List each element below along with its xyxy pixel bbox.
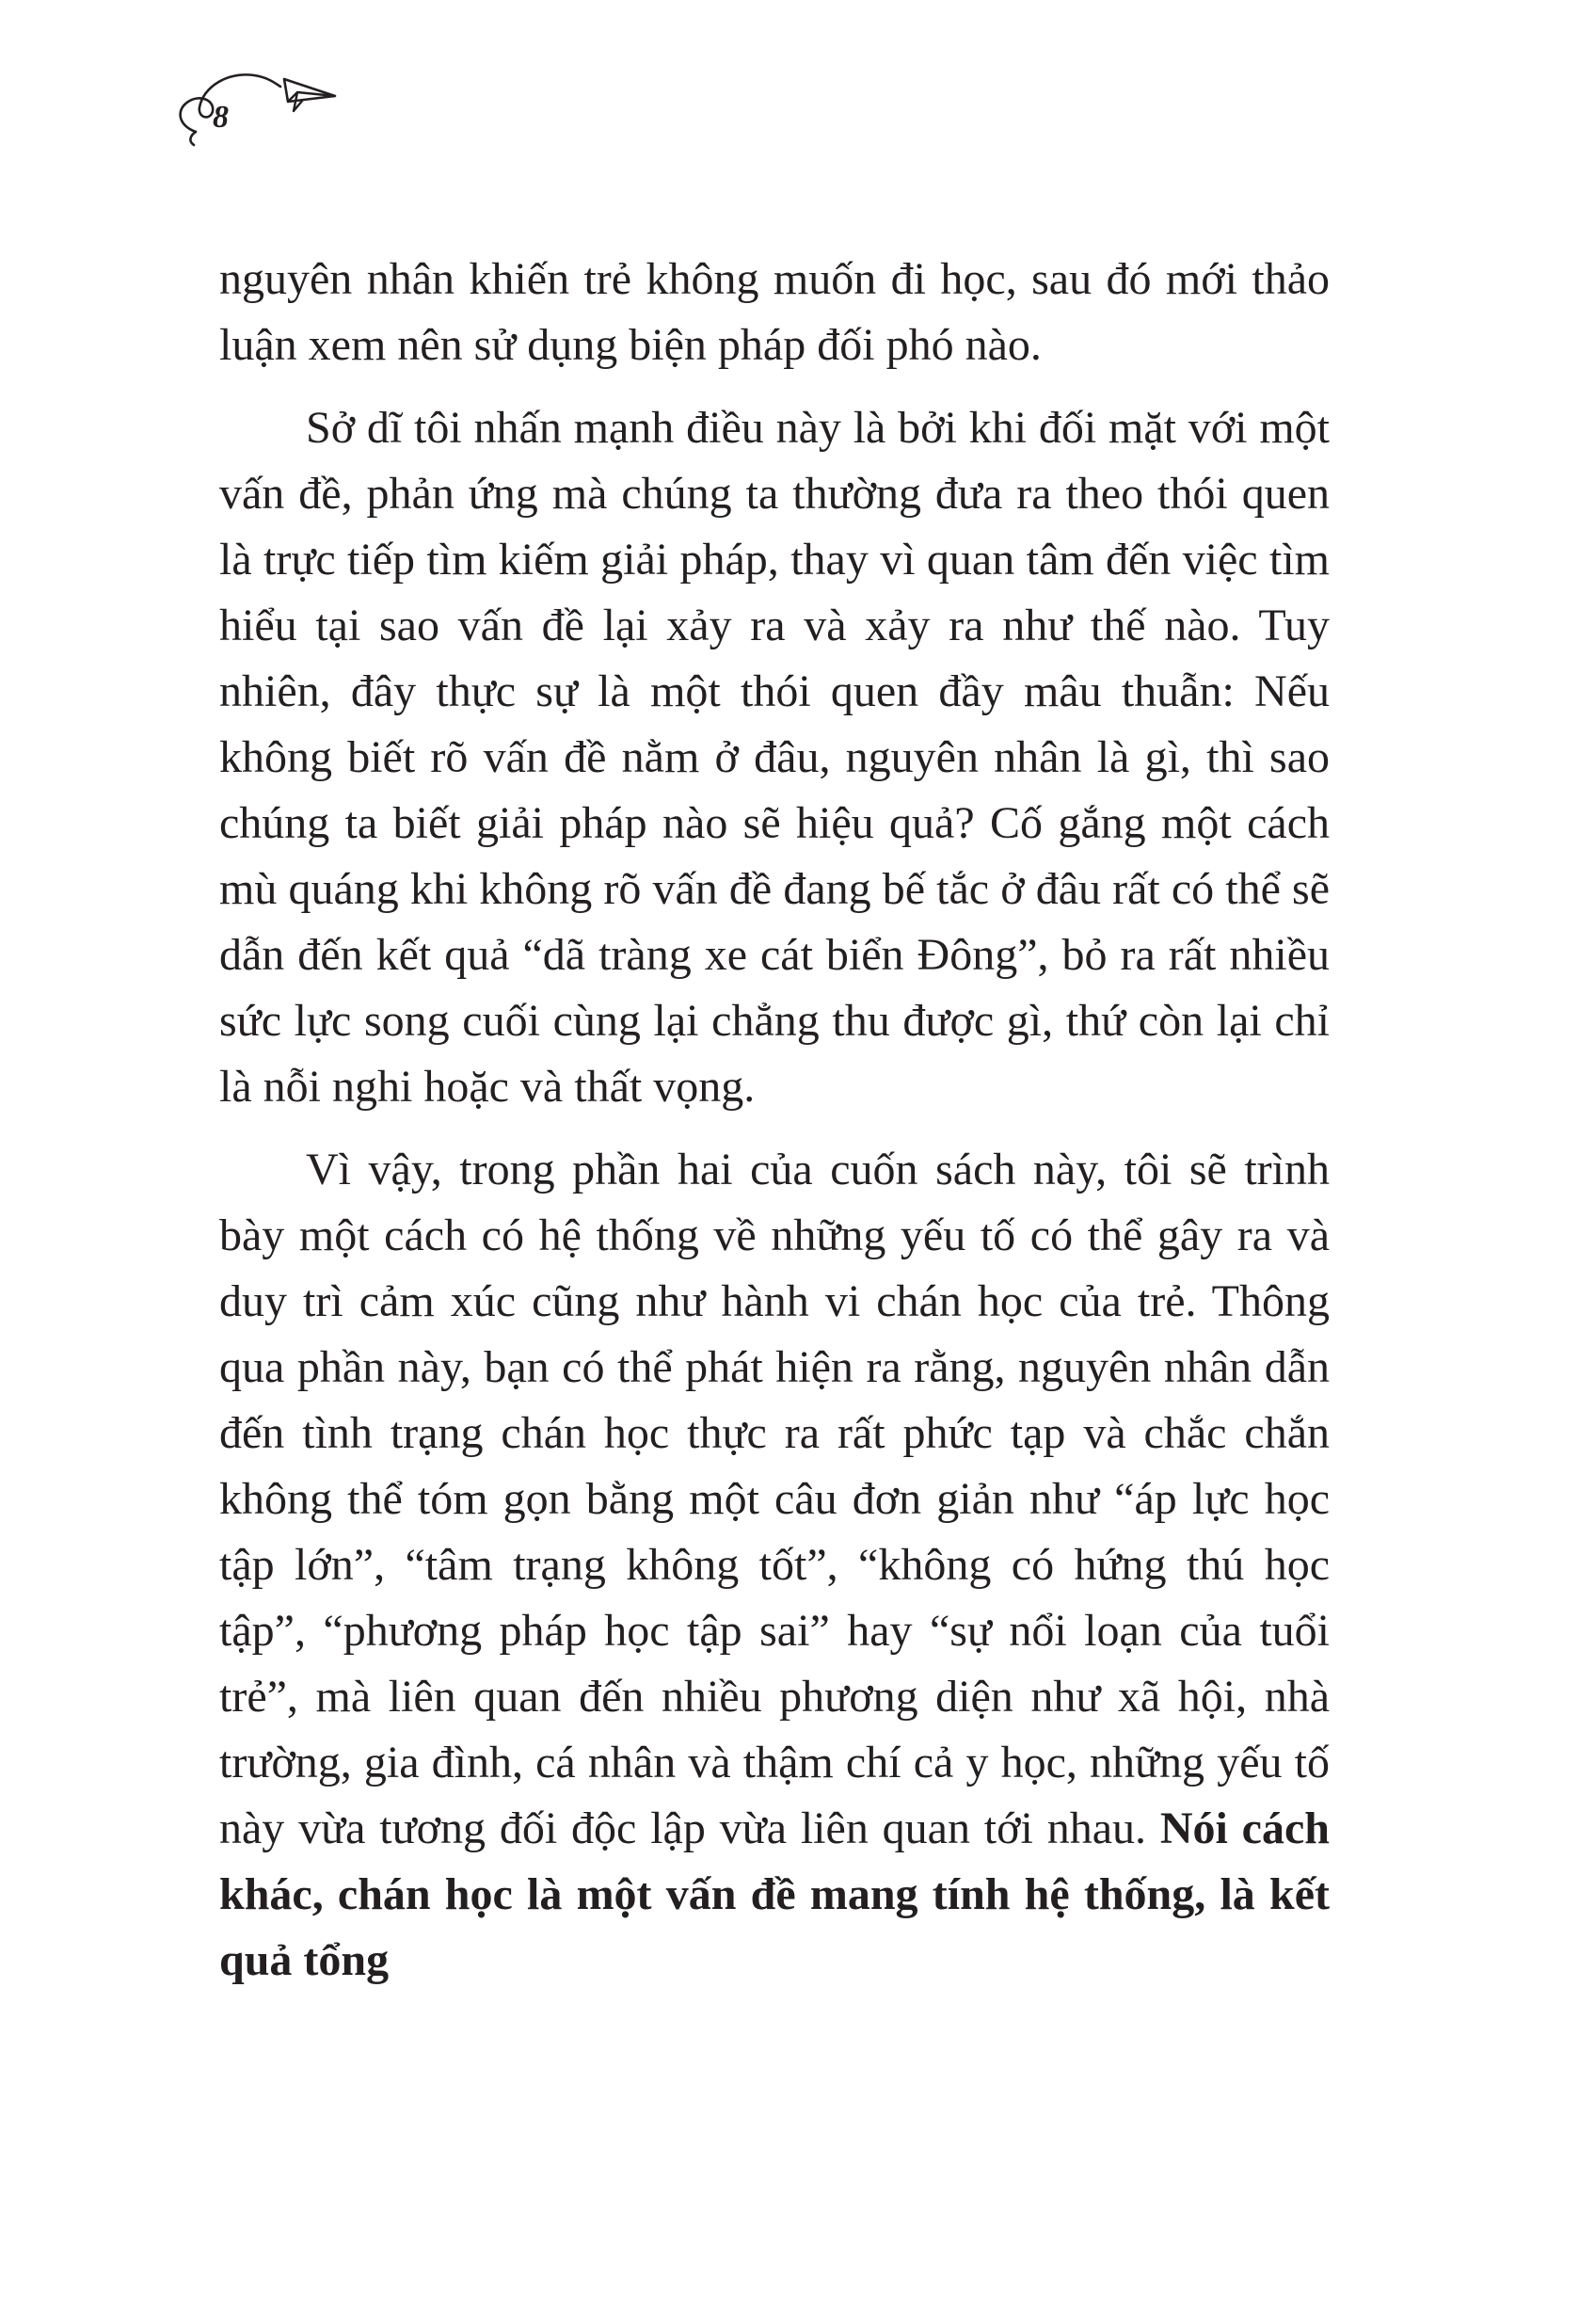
paragraph-2: Sở dĩ tôi nhấn mạnh điều này là bởi khi đối mặt với một vấn đề, phản ứng mà chúng ta thường đưa ra theo thói quen là trực tiếp tìm kiếm giải pháp, thay vì quan tâm đến việc tìm hiểu tại sao vấn đề lại xảy ra và xảy ra như thế nào. Tuy nhiên, đây thực sự là một thói quen đầy mâu thuẫn: Nếu không biết rõ vấn đề nằm ở đâu, nguyên nhân là gì, thì sao chúng ta biết giải pháp nào sẽ hiệu quả? Cố gắng một cách mù quáng khi không rõ vấn đề đang bế tắc ở đâu rất có thể sẽ dẫn đến kết quả “dã tràng xe cát biển Đông”, bỏ ra rất nhiều sức lực song cuối cùng lại chẳng thu được gì, thứ còn lại chỉ là nỗi nghi hoặc và thất vọng. [219,403,1330,1112]
paragraph-1: nguyên nhân khiến trẻ không muốn đi học, sau đó mới thảo luận xem nên sử dụng biện pháp đối phó nào. [219,254,1330,370]
page-number: 8 [213,100,229,135]
paragraph-3 [219,1137,1330,1994]
body-text [219,247,1330,1994]
paragraph-3-bold-text: Nói cách khác, chán học là một vấn đề mang tính hệ thống, là kết quả tổng [219,1803,1330,1985]
paragraph-3-text: Vì vậy, trong phần hai của cuốn sách này, tôi sẽ trình bày một cách có hệ thống về những yếu tố có thể gây ra và duy trì cảm xúc cũng như hành vi chán học của trẻ. Thông qua phần này, bạn có thể phát hiện ra rằng, nguyên nhân dẫn đến tình trạng chán học thực ra rất phức tạp và chắc chắn không thể tóm gọn bằng một câu đơn giản như “áp lực học tập lớn”, “tâm trạng không tốt”, “không có hứng thú học tập”, “phương pháp học tập sai” hay “sự nổi loạn của tuổi trẻ”, mà liên quan đến nhiều phương diện như xã hội, nhà trường, gia đình, cá nhân và thậm chí cả y học, những yếu tố này vừa tương đối độc lập vừa liên quan tới nhau. [219,1145,1330,1853]
paper-plane-ornament-icon [169,58,339,152]
